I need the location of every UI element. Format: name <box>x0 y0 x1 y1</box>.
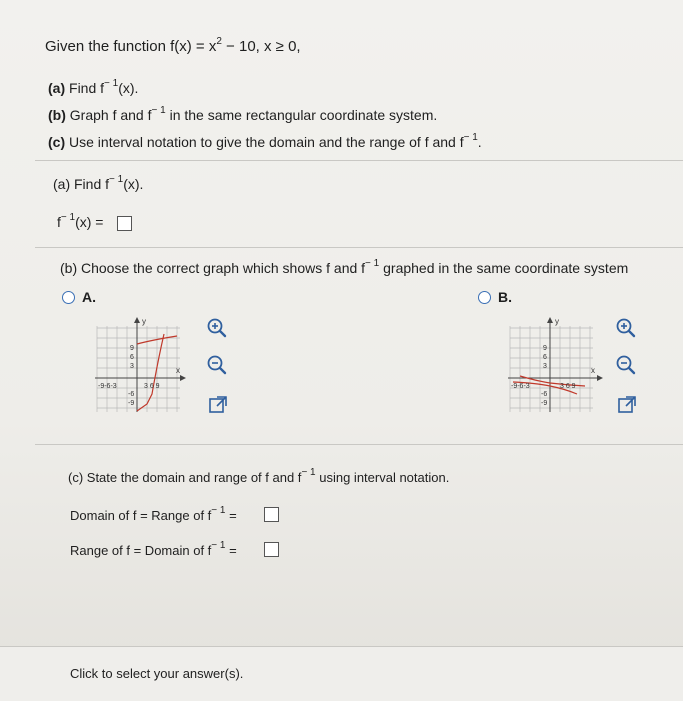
domain-answer-box[interactable] <box>264 507 279 522</box>
graph-b-grid <box>510 326 593 412</box>
graph-b-y-tick: -6 <box>541 391 548 398</box>
option-a-label: A. <box>82 289 96 305</box>
option-a-radio[interactable] <box>62 291 75 304</box>
graph-a-x-arrow <box>180 375 186 381</box>
zoom-out-icon[interactable] <box>615 354 637 376</box>
graph-a-y-tick: -9 <box>128 400 135 407</box>
part-a-answer-label: $f^{- 1}(x)$ = <box>57 212 104 230</box>
graph-b-y-arrow <box>547 317 553 323</box>
graph-a-y-tick: 3 <box>130 363 134 370</box>
graph-b-y-tick: 3 <box>543 363 547 370</box>
graph-b-y-tick: 6 <box>543 354 547 361</box>
graph-a-y-tick: 6 <box>130 354 134 361</box>
footer-bar <box>0 646 683 701</box>
divider <box>35 247 683 248</box>
graph-b-y-tick: 9 <box>543 345 547 352</box>
external-link-icon[interactable] <box>207 394 229 416</box>
graph-b-x-ticks-neg: -9-6-3 <box>511 383 530 390</box>
problem-part-c: (c) Use interval notation to give the domain and the range of f and $f^{- 1}$. <box>48 132 482 150</box>
problem-part-b: (b) Graph f and $f^{- 1}$ in the same rectangular coordinate system. <box>48 105 438 123</box>
graph-b[interactable] <box>505 314 605 414</box>
zoom-out-icon[interactable] <box>206 354 228 376</box>
graph-a[interactable] <box>92 314 188 414</box>
inverse-answer-box[interactable] <box>117 216 132 231</box>
graph-b-y-label: y <box>555 317 559 326</box>
divider <box>35 160 683 161</box>
graph-a-grid <box>97 326 180 412</box>
graph-b-x-ticks-pos: 3 6 9 <box>560 383 576 390</box>
external-link-icon[interactable] <box>616 394 638 416</box>
zoom-in-icon[interactable] <box>206 317 228 339</box>
graph-b-x-arrow <box>597 375 603 381</box>
part-c-prompt: (c) State the domain and range of f and $f^{- 1}$ using interval notation. <box>68 467 450 485</box>
range-answer-box[interactable] <box>264 542 279 557</box>
part-b-prompt: (b) Choose the correct graph which shows f and $f^{- 1}$ graphed in the same coordinate system <box>60 258 629 276</box>
graph-a-y-label: y <box>142 317 146 326</box>
problem-intro: Given the function $f(x) = x^2 - 10$, x ≥ 0, <box>45 36 301 55</box>
graph-a-f-curve <box>137 334 164 411</box>
option-b-radio[interactable] <box>478 291 491 304</box>
graph-b-x-label: x <box>591 366 595 375</box>
divider <box>35 444 683 445</box>
part-a-heading: (a) Find $f^{- 1}(x)$. <box>53 174 144 192</box>
graph-a-y-tick: 9 <box>130 345 134 352</box>
problem-part-a: (a) Find $f^{- 1}(x)$. <box>48 78 139 96</box>
graph-b-y-tick: -9 <box>541 400 548 407</box>
graph-a-x-ticks-neg: -9-6-3 <box>98 383 117 390</box>
footer-instruction: Click to select your answer(s). <box>70 666 244 681</box>
graph-a-y-arrow <box>134 317 140 323</box>
range-label: Range of f = Domain of $f^{- 1}$ = <box>70 540 237 558</box>
domain-label: Domain of f = Range of $f^{- 1}$ = <box>70 505 237 523</box>
graph-a-x-ticks-pos: 3 6 9 <box>144 383 160 390</box>
graph-a-x-label: x <box>176 366 180 375</box>
zoom-in-icon[interactable] <box>615 317 637 339</box>
option-b-label: B. <box>498 289 512 305</box>
graph-a-y-tick: -6 <box>128 391 135 398</box>
